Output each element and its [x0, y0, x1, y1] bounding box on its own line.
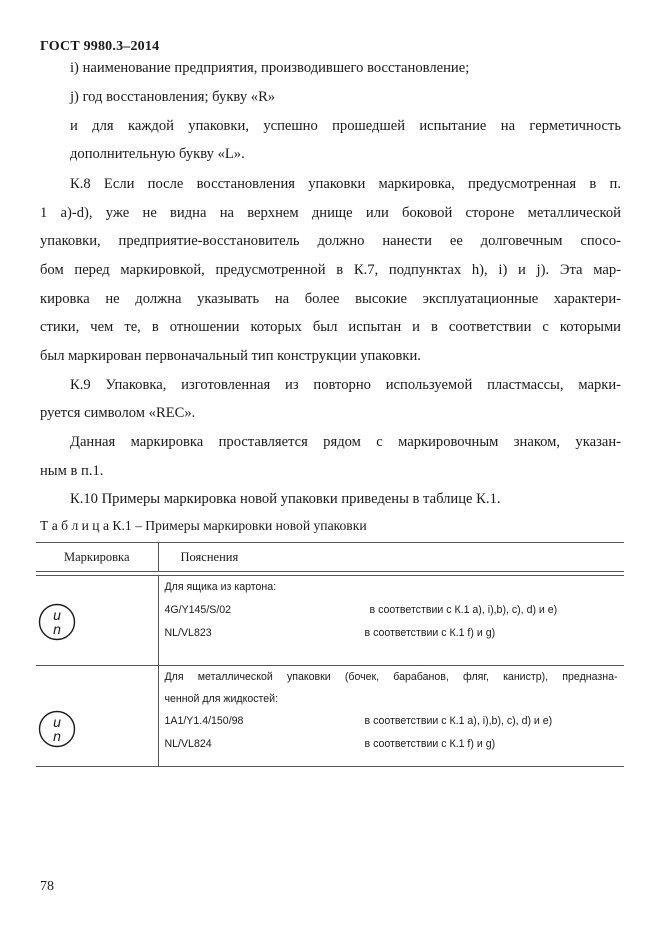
- page-number: 78: [40, 879, 54, 894]
- row-title: Для металлической упаковки (бочек, барабанов, фляг, канистр), предназна-: [164, 671, 618, 683]
- marking-code: NL/VL823: [164, 627, 212, 639]
- table-caption: Т а б л и ц а К.1 – Примеры маркировки новой упаковки: [40, 518, 367, 533]
- clause-k9-line: К.9 Упаковка, изготовленная из повторно используемой пластмассы, марки-: [70, 377, 621, 393]
- clause-k8-line: 1 а)-d), уже не видна на верхнем днище или боковой стороне металлической: [40, 205, 621, 221]
- marking-reference: в соответствии с К.1 f) и g): [364, 738, 496, 750]
- explanation-cell: [158, 576, 624, 666]
- un-symbol-u: u: [53, 607, 61, 623]
- paragraph-line: и для каждой упаковки, успешно прошедшей испытание на герметичность: [70, 118, 621, 134]
- marking-cell: [36, 666, 158, 767]
- table-header-row: [36, 543, 624, 572]
- clause-k9-line: ным в п.1.: [40, 463, 104, 479]
- table-row: [36, 576, 624, 666]
- clause-k9-line: руется символом «REC».: [40, 405, 196, 421]
- clause-k8-line: кировка не должна указывать на более высокие эксплуатационные характери-: [40, 291, 621, 307]
- document-header: ГОСТ 9980.3–2014: [40, 39, 160, 54]
- table-row: [36, 666, 624, 767]
- paragraph-line: дополнительную букву «L».: [70, 146, 245, 162]
- marking-reference: в соответствии с К.1 f) и g): [364, 627, 496, 639]
- marking-table: [36, 542, 624, 767]
- clause-k8-line: бом перед маркировкой, предусмотренной в К.7, подпунктах h), i) и j). Эта мар-: [40, 262, 621, 278]
- un-symbol-u: u: [53, 714, 61, 730]
- clause-k8-line: стики, чем те, в отношении которых был испытан и в соответствии с которыми: [40, 319, 621, 335]
- item-i: i) наименование предприятия, производившего восстановление;: [70, 60, 470, 76]
- column-header-marking: Маркировка: [36, 543, 158, 572]
- clause-k8-line: упаковки, предприятие-восстановитель должно нанести ее долговечным спосо-: [40, 233, 621, 249]
- item-j: j) год восстановления; букву «R»: [70, 89, 276, 105]
- marking-code: NL/VL824: [164, 738, 212, 750]
- explanation-cell: [158, 666, 624, 767]
- marking-cell: [36, 576, 158, 666]
- marking-reference: в соответствии с К.1 а), i),b), с), d) и е): [364, 715, 553, 727]
- clause-k10: К.10 Примеры маркировка новой упаковки приведены в таблице К.1.: [70, 491, 501, 507]
- marking-reference: в соответствии с К.1 а), i),b), с), d) и е): [369, 604, 558, 616]
- marking-code: 4G/Y145/S/02: [164, 604, 232, 616]
- un-packaging-symbol: [38, 710, 76, 748]
- row-title: Для ящика из картона:: [164, 581, 277, 593]
- un-symbol-n: n: [53, 728, 61, 744]
- un-symbol-n: n: [53, 621, 61, 637]
- un-packaging-symbol: [38, 603, 76, 641]
- column-header-explanations: Пояснения: [158, 543, 624, 572]
- clause-k9-line: Данная маркировка проставляется рядом с маркировочным знаком, указан-: [70, 434, 621, 450]
- clause-k8-line: был маркирован первоначальный тип конструкции упаковки.: [40, 348, 421, 364]
- row-title: ченной для жидкостей:: [164, 693, 279, 705]
- marking-code: 1A1/Y1.4/150/98: [164, 715, 244, 727]
- clause-k8-line: К.8 Если после восстановления упаковки маркировка, предусмотренная в п.: [70, 176, 621, 192]
